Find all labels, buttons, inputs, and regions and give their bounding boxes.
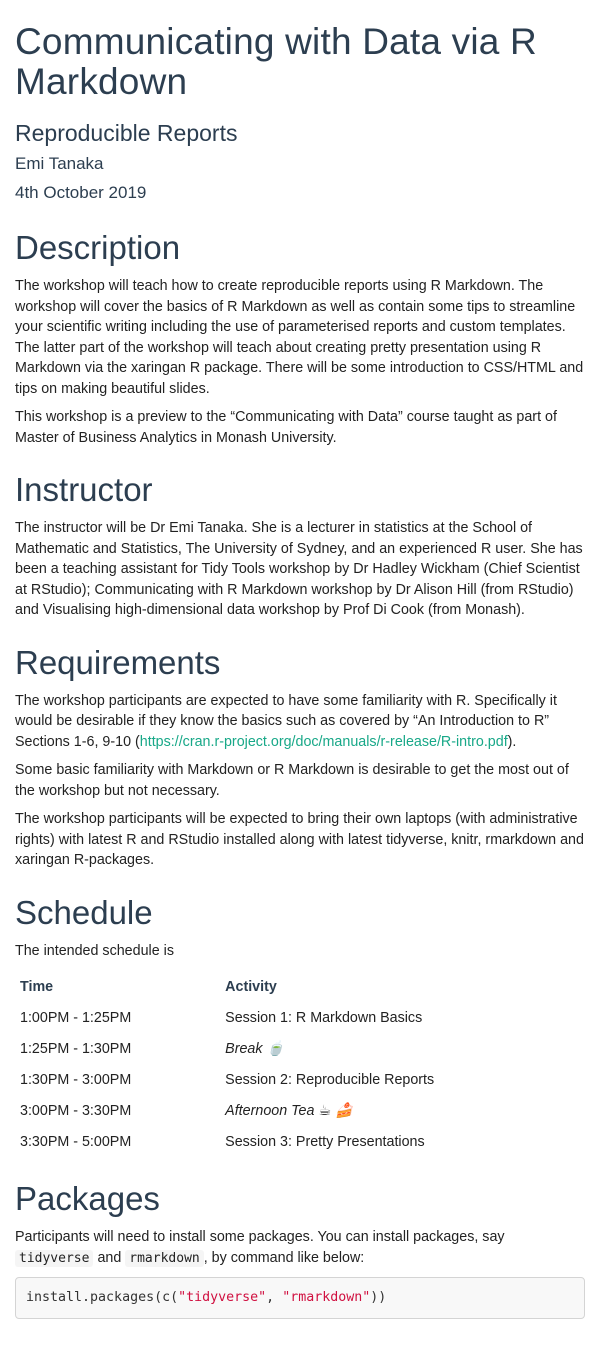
inline-code-rmarkdown: rmarkdown	[125, 1250, 203, 1267]
schedule-intro: The intended schedule is	[15, 942, 174, 959]
requirements-paragraph-2: Some basic familiarity with Markdown or R Markdown is desirable to get the most out of the workshop but not necessary.	[15, 762, 569, 799]
table-row	[15, 1064, 585, 1095]
date: 4th October 2019	[15, 183, 147, 202]
instructor-paragraph: The instructor will be Dr Emi Tanaka. She is a lecturer in statistics at the School of Mathematic and Statistics, The University of Sydney, and an experienced R user. She has been a teaching assistant for Tidy Tools workshop by Dr Hadley Wickham (Chief Scientist at RStudio); Communicating with R Markdown workshop by Dr Alison Hill (from RStudio) and Visualising high-dimensional data workshop by Prof Di Cook (from Monash).	[15, 520, 583, 618]
page-title: Communicating with Data via R Markdown	[15, 21, 537, 102]
schedule-header-row	[15, 971, 585, 1002]
time-cell: 3:30PM - 5:00PM	[20, 1133, 132, 1150]
activity-cell: Session 1: R Markdown Basics	[225, 1009, 423, 1026]
schedule-table	[15, 971, 585, 1157]
requirements-heading: Requirements	[15, 643, 221, 681]
activity-cell: Session 2: Reproducible Reports	[225, 1071, 435, 1088]
time-cell: 1:30PM - 3:00PM	[20, 1071, 132, 1088]
r-intro-link[interactable]: https://cran.r-project.org/doc/manuals/r-release/R-intro.pdf	[139, 733, 508, 750]
requirements-text: The workshop participants are expected to have some familiarity with R. Specifically it would be desirable if they know the basics such as covered by “An Introduction to R” Sections 1-6, 9-10 (	[15, 692, 557, 750]
code-separator: ,	[266, 1290, 283, 1305]
requirements-text-end: ).	[507, 733, 517, 750]
install-code-block	[15, 1277, 585, 1319]
inline-code-tidyverse: tidyverse	[15, 1250, 93, 1267]
requirements-paragraph-1	[15, 691, 585, 753]
description-paragraph-2: This workshop is a preview to the “Communicating with Data” course taught as part of Master of Business Analytics in Monash University.	[15, 409, 557, 446]
activity-cell	[220, 1095, 585, 1126]
table-row	[15, 1002, 585, 1033]
packages-heading: Packages	[15, 1180, 160, 1217]
author: Emi Tanaka	[15, 154, 104, 173]
code-string-rmarkdown: "rmarkdown"	[282, 1290, 371, 1305]
activity-cell	[220, 1033, 585, 1064]
page-subtitle: Reproducible Reports	[15, 120, 238, 146]
table-row	[15, 1126, 585, 1157]
and-text: and	[97, 1249, 122, 1266]
instructor-heading: Instructor	[15, 471, 153, 508]
table-row	[15, 1095, 585, 1126]
code-string-tidyverse: "tidyverse"	[178, 1290, 267, 1305]
activity-afternoon-tea: Afternoon Tea ☕ 🍰	[225, 1102, 354, 1119]
packages-intro-end: , by command like below:	[203, 1249, 365, 1266]
table-row	[15, 1033, 585, 1064]
time-cell: 3:00PM - 3:30PM	[20, 1102, 132, 1119]
packages-intro-text: Participants will need to install some packages. You can install packages, say	[15, 1229, 505, 1245]
code-end: ))	[370, 1290, 387, 1305]
column-header-activity: Activity	[225, 978, 277, 995]
column-header-time: Time	[20, 978, 54, 995]
time-cell: 1:25PM - 1:30PM	[20, 1040, 132, 1057]
description-heading: Description	[15, 229, 181, 266]
description-paragraph-1: The workshop will teach how to create reproducible reports using R Markdown. The workshop will cover the basics of R Markdown as well as contain some tips to streamline your scientific writing including the use of parameterised reports and custom templates. The latter part of the workshop will teach about creating pretty presentation using R Markdown via the xaringan R package. There will be some introduction to CSS/HTML and tips on making beautiful slides.	[15, 278, 584, 397]
activity-break: Break 🍵	[225, 1040, 285, 1057]
activity-cell: Session 3: Pretty Presentations	[225, 1133, 425, 1150]
requirements-paragraph-3: The workshop participants will be expected to bring their own laptops (with administrative rights) with latest R and RStudio installed along with latest tidyverse, knitr, rmarkdown and xaringan R-packages.	[15, 811, 584, 868]
packages-intro	[15, 1227, 585, 1269]
time-cell: 1:00PM - 1:25PM	[20, 1009, 132, 1026]
code-function: install.packages(c(	[26, 1290, 179, 1305]
schedule-heading: Schedule	[15, 893, 153, 931]
